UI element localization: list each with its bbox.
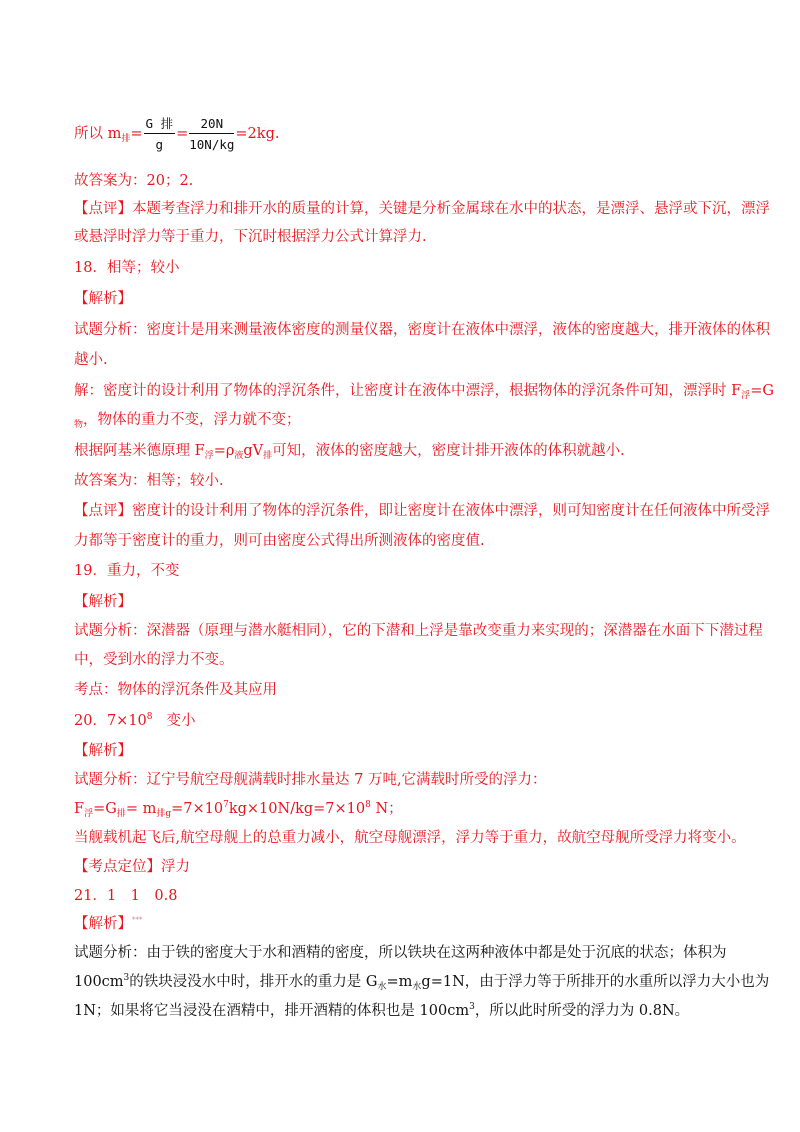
a20-2sup1: 7	[223, 800, 229, 810]
jiexi-20: 【解析】	[74, 743, 132, 759]
a21-2a: 100cm	[74, 974, 124, 990]
jiexi-18: 【解析】	[74, 291, 132, 307]
review-18-tag: 【点评】	[74, 503, 132, 519]
a20-2e: kg×10N/kg=7×10	[228, 801, 366, 817]
frac1-numerator: G 排	[144, 115, 176, 134]
frac-suffix: =2kg.	[235, 126, 280, 142]
a21-2s1: 水	[377, 982, 387, 992]
analysis-19-line2: 中，受到水的浮力不变。	[74, 652, 234, 668]
a18-3sub: 浮	[741, 391, 751, 401]
a20-2a: F	[74, 801, 85, 817]
analysis-20-line3: 当舰载机起飞后,航空母舰上的总重力减小，航空母舰漂浮，浮力等于重力，故航空母舰所受浮力将变小。	[74, 830, 746, 846]
a18-5s1: 浮	[204, 451, 214, 461]
a21-3sup: 3	[469, 1002, 475, 1012]
review-17-tag: 【点评】	[74, 201, 132, 217]
frac-prefix: 所以 m	[74, 126, 122, 142]
question-18: 18．相等；较小	[74, 260, 180, 276]
a18-5d: 可知，液体的密度越大，密度计排开液体的体积就越小.	[272, 443, 625, 459]
jiexi-21-label: 【解析】	[74, 916, 132, 932]
a18-3b: =G	[750, 383, 774, 399]
a20-2s3: 排	[156, 809, 166, 819]
analysis-20-line2	[74, 799, 734, 821]
analysis-21-line3	[74, 1001, 734, 1023]
fraction-line: 所以 $m_排=$ $\frac{\text{G 排}}{g}$ = $\frac{20N}{10N/kg}$ =2kg.	[74, 116, 280, 152]
answer-18: 故答案为：相等；较小.	[74, 473, 224, 489]
question-20	[74, 711, 734, 733]
a21-2b: 的铁块浸没水中时，排开水的重力是 G	[129, 974, 378, 990]
analysis-18-line3	[74, 381, 774, 403]
analysis-20-line1: 试题分析：辽宁号航空母舰满载时排水量达 7 万吨,它满载时所受的浮力：	[74, 772, 547, 788]
fraction-g-over-g	[144, 115, 176, 153]
answer-17: 故答案为：20；2.	[74, 173, 194, 189]
review-18-text-a: 密度计的设计利用了物体的浮沉条件，即让密度计在液体中漂浮，则可知密度计在任何液体中所受浮	[132, 503, 770, 519]
a20-2c: = m	[125, 801, 157, 817]
analysis-21-line1: 试题分析：由于铁的密度大于水和酒精的密度，所以铁块在这两种液体中都是处于沉底的状态；体积为	[74, 945, 727, 961]
a18-4sub: 物	[74, 420, 84, 430]
review-17-line2: 或悬浮时浮力等于重力，下沉时根据浮力公式计算浮力.	[74, 229, 427, 245]
fraction-20n-over-10nkg	[189, 115, 234, 153]
frac-prefix-sub: 排	[121, 134, 131, 144]
review-18-line1	[74, 501, 770, 521]
a20-2s4: g	[165, 809, 172, 819]
jiexi-19: 【解析】	[74, 594, 132, 610]
a20-2f: N；	[370, 801, 403, 817]
q20-a: 20．7×10	[74, 713, 147, 729]
analysis-18-line5	[74, 441, 734, 463]
a18-5c: gV	[243, 443, 264, 459]
frac2-denominator: 10N/kg	[189, 137, 235, 152]
a18-5s2: 液	[234, 451, 244, 461]
frac1-denominator: g	[155, 137, 164, 152]
frac2-numerator: 20N	[189, 115, 234, 134]
a21-2s2: 水	[412, 982, 422, 992]
review-17-line1	[74, 199, 770, 219]
question-19: 19．重力，不变	[74, 563, 180, 579]
a18-4b: ，物体的重力不变，浮力就不变；	[83, 412, 301, 428]
a20-2s2: 排	[116, 809, 126, 819]
a21-2d: g=1N，由于浮力等于所排开的水重所以浮力大小也为	[421, 974, 770, 990]
kaodian-20: 【考点定位】浮力	[74, 859, 190, 875]
review-18-line2: 力都等于密度计的重力，则可由密度公式得出所测液体的密度值.	[74, 533, 485, 549]
q20-b: 变小	[166, 713, 196, 729]
a18-3a: 解：密度计的设计利用了物体的浮沉条件，让密度计在液体中漂浮，根据物体的浮沉条件可知，漂浮时 F	[74, 383, 742, 399]
a21-3b: ，所以此时所受的浮力为 0.8N。	[474, 1003, 690, 1019]
analysis-18-line1: 试题分析：密度计是用来测量液体密度的测量仪器，密度计在液体中漂浮，液体的密度越大，排开液体的体积	[74, 322, 770, 338]
review-17-text-a: 本题考查浮力和排开水的质量的计算，关键是分析金属球在水中的状态，是漂浮、悬浮或下沉，漂浮	[132, 201, 770, 217]
analysis-18-line2: 越小.	[74, 352, 108, 368]
jiexi-21	[74, 914, 734, 936]
a20-2sup2: 8	[365, 800, 371, 810]
a20-2d: =7×10	[171, 801, 224, 817]
analysis-18-line4	[74, 410, 734, 432]
a18-5s3: 排	[263, 451, 273, 461]
a18-5b: =ρ	[213, 443, 235, 459]
a18-5a: 根据阿基米德原理 F	[74, 443, 205, 459]
analysis-21-line2	[74, 972, 770, 994]
a21-2sup: 3	[123, 973, 130, 983]
a20-2s1: 浮	[84, 809, 94, 819]
a20-2b: =G	[93, 801, 117, 817]
jiexi-21-mark: ***	[132, 916, 143, 924]
a21-3a: 1N；如果将它当浸没在酒精中，排开酒精的体积也是 100cm	[74, 1003, 470, 1019]
analysis-19-line1: 试题分析：深潜器（原理与潜水艇相同），它的下潜和上浮是靠改变重力来实现的；深潜器在水面下下潜过程	[74, 623, 763, 639]
a21-2c: =m	[386, 974, 413, 990]
kaodian-19: 考点：物体的浮沉条件及其应用	[74, 682, 277, 698]
q20-sup: 8	[146, 712, 153, 722]
question-21: 21．1 1 0.8	[74, 888, 178, 904]
